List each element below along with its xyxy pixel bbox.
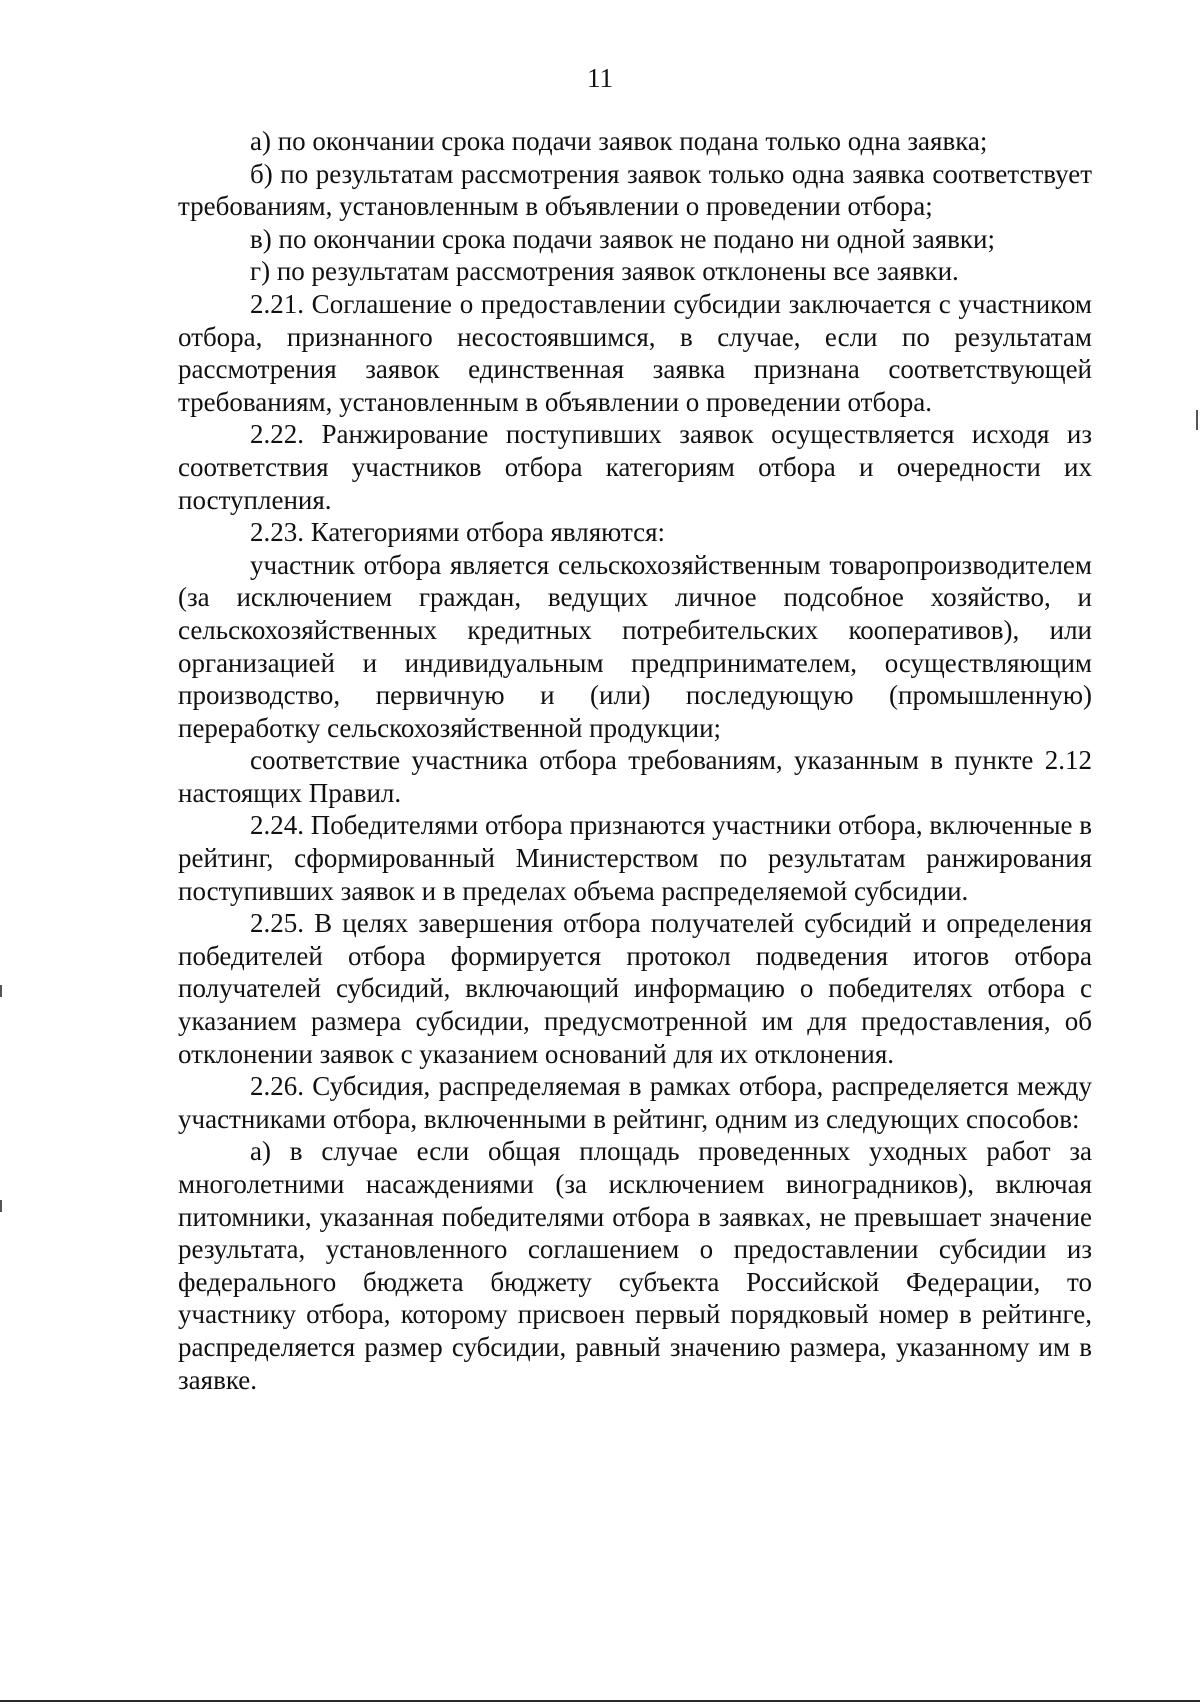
clause-2-26: 2.26. Субсидия, распределяемая в рамках отбора, распределяется между участниками отбора, включенными в рейтинг, одним из следующих способов: — [178, 1071, 1092, 1134]
clause-2-25: 2.25. В целях завершения отбора получателей субсидий и определения победителей отбора формируется протокол подведения итогов отбора получателей субсидий, включающий информацию о победителях отбора с указанием размера субсидии, предусмотренной им для предоставления, об отклонении заявок с указанием оснований для их отклонения. — [178, 908, 1092, 1069]
category-1: участник отбора является сельскохозяйственным товаропроизводителем (за исключением граждан, ведущих личное подсобное хозяйство, и сельскохозяйственных кредитных потребительских кооперативов), или организацией и индивидуальным предпринимателем, осуществляющим производство, первичную и (или) последующую (промышленную) переработку сельскохозяйственной продукции; — [178, 549, 1092, 743]
clause-2-23: 2.23. Категориями отбора являются: — [250, 517, 665, 548]
document-body — [178, 125, 1092, 1396]
category-2: соответствие участника отбора требованиям, указанным в пункте 2.12 настоящих Правил. — [178, 745, 1092, 808]
scan-edge-mark-left — [0, 985, 2, 997]
paragraph-g-all-rejected: г) по результатам рассмотрения заявок отклонены все заявки. — [250, 256, 959, 287]
scan-edge-mark-left-2 — [0, 1200, 2, 1212]
scan-edge-mark-top — [1196, 410, 1198, 430]
method-a: а) в случае если общая площадь проведенных уходных работ за многолетними насаждениями (за исключением виноградников), включая питомники, указанная победителями отбора в заявках, не превышает значение результата, установленного соглашением о предоставлении субсидии из федерального бюджета бюджету субъекта Российской Федерации, то участнику отбора, которому присвоен первый порядковый номер в рейтинге, распределяется размер субсидии, равный значению размера, указанному им в заявке. — [178, 1136, 1092, 1395]
clause-2-22: 2.22. Ранжирование поступивших заявок осуществляется исходя из соответствия участников отбора категориям отбора и очередности их поступления. — [178, 419, 1092, 515]
paragraph-b-one-compliant: б) по результатам рассмотрения заявок только одна заявка соответствует требованиям, установленным в объявлении о проведении отбора; — [178, 158, 1092, 222]
clause-2-21: 2.21. Соглашение о предоставлении субсидии заключается с участником отбора, признанного несостоявшимся, в случае, если по результатам рассмотрения заявок единственная заявка признана соответствующей требованиям, установленным в объявлении о проведении отбора. — [178, 288, 1092, 417]
paragraph-a-single-application: а) по окончании срока подачи заявок подана только одна заявка; — [250, 126, 988, 156]
scan-bottom-line — [0, 1700, 1200, 1702]
paragraph-v-no-applications: в) по окончании срока подачи заявок не подано ни одной заявки; — [250, 223, 995, 254]
clause-2-24: 2.24. Победителями отбора признаются участники отбора, включенные в рейтинг, сформированный Министерством по результатам ранжирования поступивших заявок и в пределах объема распределяемой субсидии. — [178, 810, 1092, 906]
page-number: 11 — [587, 63, 613, 93]
